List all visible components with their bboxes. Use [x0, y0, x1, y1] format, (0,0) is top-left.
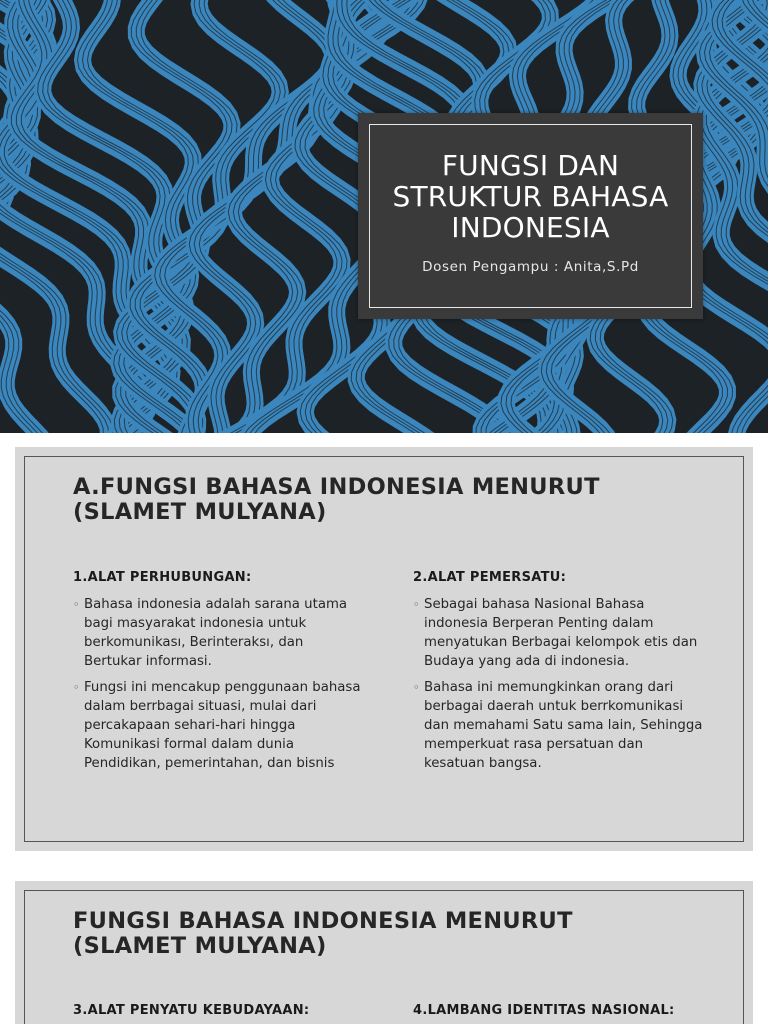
column-title: 1.ALAT PERHUBUNGAN: [73, 570, 252, 585]
title-box-frame [369, 124, 692, 308]
bullet-item: ◦ Bahasa ini memungkinkan orang dari berbagai daerah untuk berrkomunikasi dan memahami Satu sama lain, Sehingga memperkuat rasa persatuan dan kesatuan bangsa. [413, 678, 703, 773]
right-column [413, 570, 703, 780]
right-column [413, 1003, 703, 1024]
column-title: 2.ALAT PEMERSATU: [413, 570, 567, 585]
column-title: 4.LAMBANG IDENTITAS NASIONAL: [413, 1003, 675, 1018]
slide-title: FUNGSI DAN STRUKTUR BAHASA INDONESIA [392, 149, 669, 244]
content-slide-2 [15, 447, 753, 851]
slide-subtitle: Dosen Pengampu : Anita,S.Pd [422, 259, 639, 275]
slide-heading: FUNGSI BAHASA INDONESIA MENURUT (SLAMET MULYANA) [73, 908, 573, 959]
left-column [73, 1003, 363, 1024]
title-slide [0, 0, 768, 433]
left-column [73, 570, 363, 780]
content-slide-3 [15, 881, 753, 1024]
column-title: 3.ALAT PENYATU KEBUDAYAAN: [73, 1003, 310, 1018]
bullet-item: ◦ Bahasa indonesia adalah sarana utama bagi masyarakat indonesia untuk berkomunikası, Berinteraksı, dan Bertukar informasi. [73, 595, 363, 671]
title-box [358, 113, 703, 319]
bullet-item: ◦ Fungsi ini mencakup penggunaan bahasa dalam berrbagai situasi, mulai dari percakapaan sehari-hari hingga Komunikasi formal dalam dunia Pendidikan, pemerintahan, dan bisnis [73, 678, 363, 773]
slide-heading: A.FUNGSI BAHASA INDONESIA MENURUT (SLAMET MULYANA) [73, 474, 600, 525]
bullet-item: ◦ Sebagai bahasa Nasional Bahasa indonesia Berperan Penting dalam menyatukan Berbagai kelompok etis dan Budaya yang ada di indonesia. [413, 595, 703, 671]
